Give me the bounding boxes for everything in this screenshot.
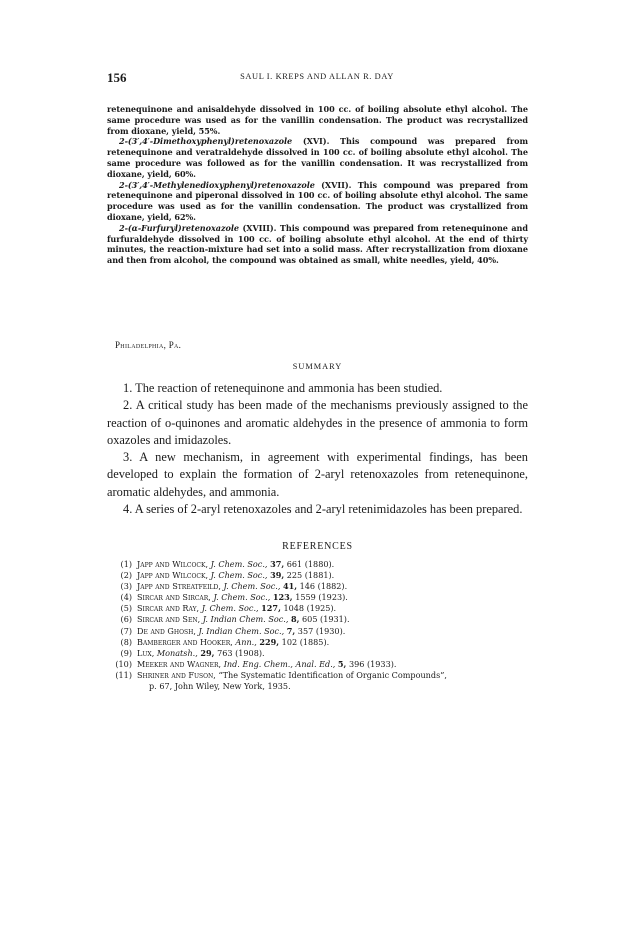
reference-authors: Sircar and Sircar, <box>137 592 211 603</box>
summary-item: 4. A series of 2-aryl retenoxazoles and 2-aryl retenimidazoles has been prepared. <box>123 502 523 517</box>
reference-body <box>137 592 528 603</box>
reference-journal: J. Chem. Soc., <box>201 603 259 614</box>
reference-details: 661 (1880). <box>284 559 335 569</box>
reference-item <box>107 559 528 570</box>
reference-journal: Monatsh., <box>156 647 198 658</box>
reference-number: (9) <box>120 647 132 658</box>
reference-journal: Ind. Eng. Chem., Anal. Ed., <box>223 658 336 669</box>
summary-item: 3. A new mechanism, in agreement with experimental findings, has been developed to explain the formation of 2-aryl retenoxazoles from retenequinone, aromatic aldehydes, and ammonia. <box>107 450 528 499</box>
reference-volume: 8, <box>291 614 300 625</box>
reference-authors: Japp and Streatfeild, <box>137 581 221 592</box>
reference-item <box>107 570 528 581</box>
reference-item <box>107 603 528 614</box>
reference-volume: 39, <box>270 570 285 581</box>
reference-item <box>107 581 528 592</box>
references-list <box>107 559 528 692</box>
reference-journal: J. Chem. Soc., <box>210 559 268 569</box>
reference-journal: J. Chem. Soc., <box>210 570 268 581</box>
reference-details: 102 (1885). <box>279 636 330 647</box>
experimental-paragraph: 2-(3′,4′-Dimethoxyphenyl)retenoxazole (XVI). This compound was prepared from retenequinone and veratraldehyde dissolved in 100 cc. of boiling absolute ethyl alcohol. The same procedure was followed as for the vanillin condensation. It was recrystallized from dioxane, yield, 60%. <box>107 136 528 179</box>
reference-authors: Japp and Wilcock, <box>137 570 209 581</box>
reference-item <box>107 670 528 692</box>
reference-volume: 127, <box>261 603 281 614</box>
author-location: Philadelphia, Pa. <box>115 340 182 350</box>
reference-number: (10) <box>115 658 132 669</box>
reference-authors: Meeker and Wagner, <box>137 658 222 669</box>
reference-number: (3) <box>120 581 132 592</box>
reference-details: 1559 (1923). <box>292 592 348 603</box>
experimental-paragraph: 2-(α-Furfuryl)retenoxazole (XVIII). This compound was prepared from retenequinone and furfuraldehyde dissolved in 100 cc. of boiling absolute ethyl alcohol. At the end of thirty minutes, the reaction-mixture had set into a solid mass. After recrystallization from dioxane and then from alcohol, the compound was obtained as small, white needles, yield, 40%. <box>107 222 528 266</box>
experimental-section <box>107 104 528 266</box>
reference-number: (2) <box>120 570 132 581</box>
reference-body <box>137 648 528 659</box>
reference-volume: 5, <box>337 658 347 669</box>
reference-number: (4) <box>120 592 132 603</box>
reference-item <box>107 648 528 659</box>
reference-authors: De and Ghosh, <box>137 625 196 636</box>
reference-volume: 7, <box>286 625 296 636</box>
reference-item <box>107 614 528 625</box>
reference-volume: 123, <box>272 592 293 603</box>
reference-number: (11) <box>115 669 132 680</box>
reference-journal: J. Indian Chem. Soc., <box>202 614 289 625</box>
reference-details: 1048 (1925). <box>280 603 337 614</box>
page-number: 156 <box>107 70 127 85</box>
reference-number: (8) <box>120 636 132 647</box>
reference-item <box>107 659 528 670</box>
reference-journal: Ann., <box>235 636 257 647</box>
reference-body <box>137 570 528 581</box>
reference-volume: 41, <box>282 581 298 592</box>
reference-details: 146 (1882). <box>297 581 348 592</box>
reference-body <box>137 626 528 637</box>
reference-continuation: p. 67, John Wiley, New York, 1935. <box>149 681 291 692</box>
summary-list <box>107 380 528 518</box>
reference-number: (5) <box>120 603 132 614</box>
reference-volume: 37, <box>270 559 285 569</box>
reference-details: 605 (1931). <box>299 614 350 625</box>
reference-details: 357 (1930). <box>295 625 346 636</box>
summary-item: 1. The reaction of retenequinone and ammonia has been studied. <box>123 381 443 395</box>
reference-details: “The Systematic Identification of Organic Compounds”, <box>215 669 447 680</box>
page-header <box>107 70 527 86</box>
reference-authors: Sircar and Sen, <box>137 614 201 625</box>
reference-item <box>107 637 528 648</box>
reference-body <box>137 670 528 692</box>
reference-body <box>137 581 528 592</box>
reference-volume: 29, <box>200 647 215 658</box>
reference-body <box>137 637 528 648</box>
reference-number: (1) <box>120 559 132 569</box>
reference-authors: Shriner and Fuson, <box>137 669 216 680</box>
running-title: SAUL I. KREPS AND ALLAN R. DAY <box>240 72 394 81</box>
reference-item <box>107 592 528 603</box>
reference-journal: J. Chem. Soc., <box>223 581 281 592</box>
reference-authors: Sircar and Ray, <box>137 603 200 614</box>
reference-body <box>137 614 528 625</box>
references-heading: REFERENCES <box>282 541 353 552</box>
experimental-paragraph: 2-(3′,4′-Methylenedioxyphenyl)retenoxazole (XVII). This compound was prepared from retenequinone and piperonal dissolved in 100 cc. of boiling absolute ethyl alcohol. The same procedure was used as for the vanillin condensation. The product was crystallized from dioxane, yield, 62%. <box>107 179 528 222</box>
reference-authors: Japp and Wilcock, <box>137 559 209 569</box>
compound-name: 2-(α-Furfuryl)retenoxazole <box>119 222 239 233</box>
reference-authors: Lux, <box>137 647 155 658</box>
summary-item: 2. A critical study has been made of the mechanisms previously assigned to the reaction of o-quinones and aromatic aldehydes in the presence of ammonia to form oxazoles and imidazoles. <box>107 398 528 447</box>
reference-body <box>137 559 528 570</box>
reference-item <box>107 626 528 637</box>
reference-details: 396 (1933). <box>346 658 397 669</box>
reference-number: (6) <box>120 614 132 625</box>
reference-body <box>137 659 528 670</box>
summary-heading: SUMMARY <box>292 362 343 371</box>
experimental-paragraph: retenequinone and anisaldehyde dissolved in 100 cc. of boiling absolute ethyl alcohol. The same procedure was used as for the vanillin condensation. The product was recrystallized from dioxane, yield, 55%. <box>107 104 528 136</box>
reference-journal: J. Chem. Soc., <box>213 592 271 603</box>
reference-authors: Bamberger and Hooker, <box>137 636 233 647</box>
reference-number: (7) <box>120 625 132 636</box>
compound-name: 2-(3′,4′-Dimethoxyphenyl)retenoxazole <box>119 136 293 147</box>
reference-journal: J. Indian Chem. Soc., <box>198 625 285 636</box>
reference-volume: 229, <box>259 636 280 647</box>
compound-name: 2-(3′,4′-Methylenedioxyphenyl)retenoxazole <box>119 179 315 190</box>
reference-body <box>137 603 528 614</box>
reference-details: 763 (1908). <box>214 647 265 658</box>
reference-details: 225 (1881). <box>284 570 335 581</box>
